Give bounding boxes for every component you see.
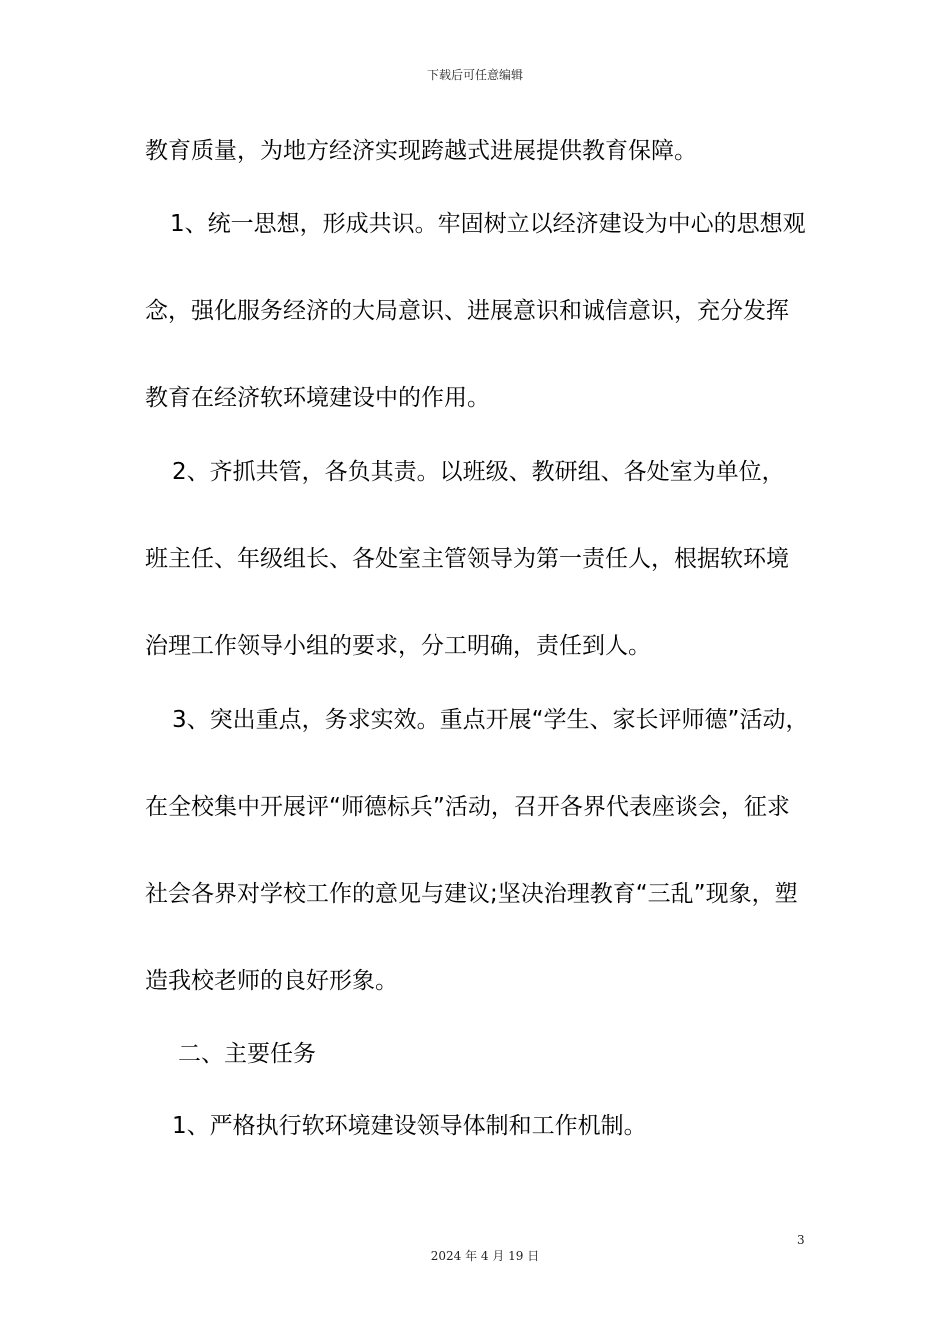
- page-footer-date: 2024 年 4 月 19 日: [430, 1249, 540, 1263]
- paragraph-line: 在全校集中开展评“师德标兵”活动，召开各界代表座谈会，征求: [145, 794, 790, 820]
- paragraph-line: 3、突出重点，务求实效。重点开展“学生、家长评师德”活动，: [172, 707, 809, 733]
- paragraph-line: 2、齐抓共管，各负其责。以班级、教研组、各处室为单位，: [172, 459, 785, 485]
- paragraph-line: 治理工作领导小组的要求，分工明确，责任到人。: [145, 633, 651, 659]
- paragraph-line: 1、严格执行软环境建设领导体制和工作机制。: [172, 1113, 647, 1139]
- section-heading: 二、主要任务: [178, 1041, 316, 1067]
- paragraph-line: 造我校老师的良好形象。: [145, 968, 398, 994]
- page-header: 下载后可任意编辑: [426, 68, 523, 82]
- paragraph-line: 教育在经济软环境建设中的作用。: [145, 385, 490, 411]
- page-number: 3: [797, 1233, 805, 1247]
- paragraph-line: 念，强化服务经济的大局意识、进展意识和诚信意识，充分发挥: [145, 298, 789, 324]
- paragraph-line: 教育质量，为地方经济实现跨越式进展提供教育保障。: [145, 138, 697, 164]
- paragraph-line: 1、统一思想，形成共识。牢固树立以经济建设为中心的思想观: [170, 211, 806, 237]
- paragraph-line: 班主任、年级组长、各处室主管领导为第一责任人，根据软环境: [145, 546, 789, 572]
- paragraph-line: 社会各界对学校工作的意见与建议;坚决治理教育“三乱”现象，塑: [145, 881, 798, 907]
